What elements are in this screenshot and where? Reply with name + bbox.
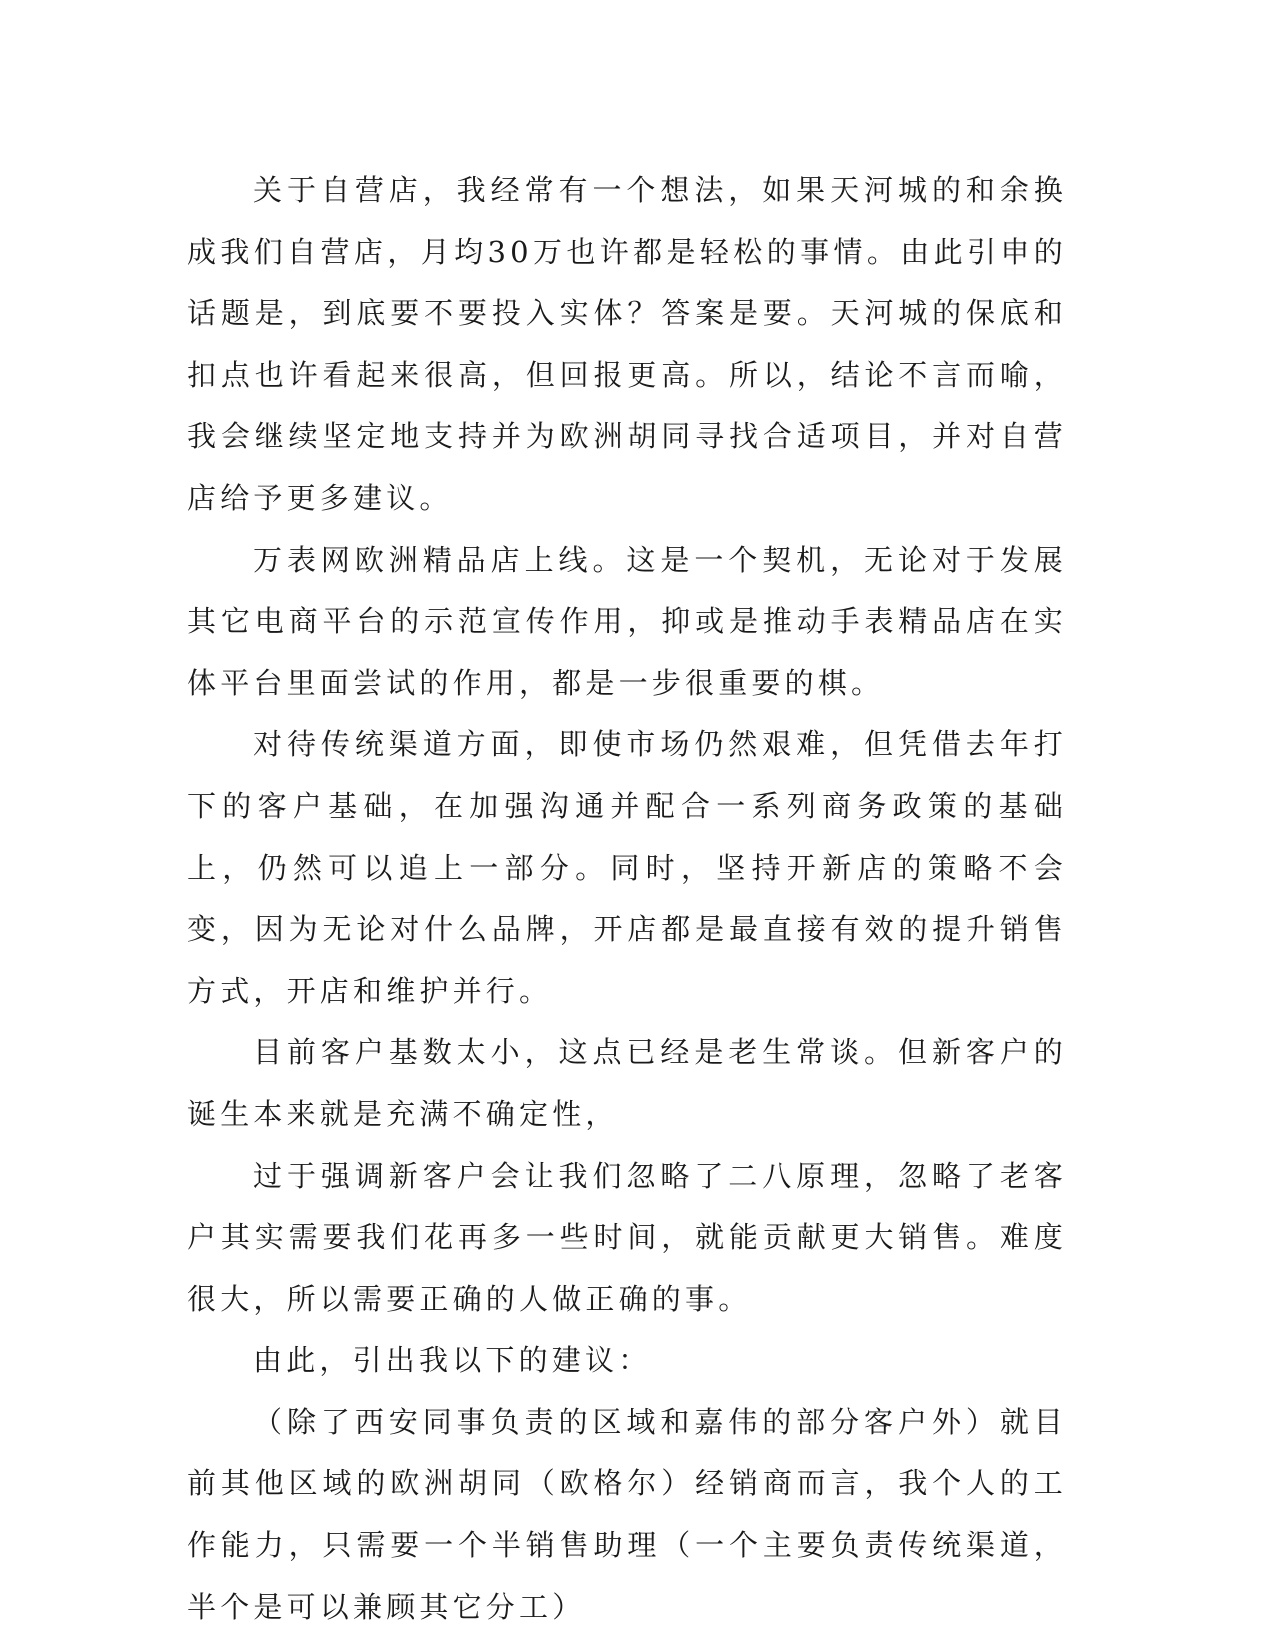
paragraph-sales-assistant: （除了西安同事负责的区域和嘉伟的部分客户外）就目前其他区域的欧洲胡同（欧格尔）经销商而言，我个人的工作能力，只需要一个半销售助理（一个主要负责传统渠道，半个是可以兼顾其它分工） (187, 1404, 1067, 1624)
paragraph-wanbiao-launch: 万表网欧洲精品店上线。这是一个契机，无论对于发展其它电商平台的示范宣传作用，抑或是推动手表精品店在实体平台里面尝试的作用，都是一步很重要的棋。 (187, 542, 1067, 700)
paragraph-suggestions-intro: 由此，引出我以下的建议： (253, 1343, 652, 1378)
paragraph-customer-base: 目前客户基数太小，这点已经是老生常谈。但新客户的诞生本来就是充满不确定性， (187, 1035, 1067, 1131)
paragraph-self-run-store: 关于自营店，我经常有一个想法，如果天河城的和余换成我们自营店，月均30万也许都是轻松的事情。由此引申的话题是，到底要不要投入实体？答案是要。天河城的保底和扣点也许看起来很高，但回报更高。所以，结论不言而喻，我会继续坚定地支持并为欧洲胡同寻找合适项目，并对自营店给予更多建议。 (187, 173, 1067, 515)
paragraph-traditional-channels: 对待传统渠道方面，即使市场仍然艰难，但凭借去年打下的客户基础，在加强沟通并配合一系列商务政策的基础上，仍然可以追上一部分。同时，坚持开新店的策略不会变，因为无论对什么品牌，开店都是最直接有效的提升销售方式，开店和维护并行。 (187, 727, 1067, 1008)
document-body (187, 160, 1067, 1638)
paragraph-pareto-principle: 过于强调新客户会让我们忽略了二八原理，忽略了老客户其实需要我们花再多一些时间，就能贡献更大销售。难度很大，所以需要正确的人做正确的事。 (187, 1158, 1067, 1316)
